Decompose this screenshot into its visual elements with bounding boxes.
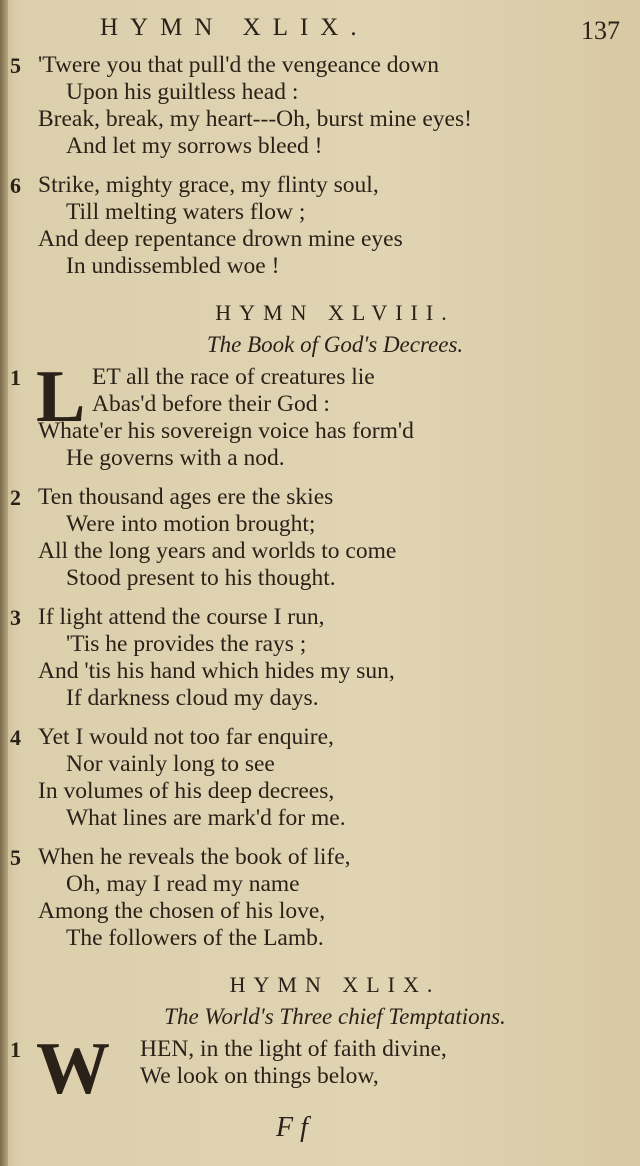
page-number: 137 <box>581 16 620 45</box>
hymn-subtitle: The World's Three chief Temptations. <box>164 1004 506 1029</box>
page-content <box>0 52 640 1110</box>
stanza <box>0 604 640 712</box>
drop-cap: W <box>36 1028 110 1110</box>
verse-line: And 'tis his hand which hides my sun, <box>38 658 395 684</box>
stanza-number: 2 <box>10 485 21 510</box>
drop-cap: L <box>36 356 86 438</box>
verse-line: Strike, mighty grace, my flinty soul, <box>38 172 379 198</box>
stanza-number: 1 <box>10 1037 21 1062</box>
verse-line: In undissembled woe ! <box>66 253 280 279</box>
stanza <box>0 1028 640 1110</box>
verse-line: And let my sorrows bleed ! <box>66 133 323 159</box>
verse-line: ET all the race of creatures lie <box>92 364 375 390</box>
hymn-heading: HYMN XLIX. <box>229 972 441 997</box>
stanza <box>0 356 640 472</box>
verse-line: Break, break, my heart---Oh, burst mine eyes! <box>38 106 472 132</box>
stanza-number: 5 <box>10 845 21 870</box>
verse-line: Abas'd before their God : <box>92 391 330 417</box>
stanza <box>0 172 640 280</box>
stanza-number: 6 <box>10 173 21 198</box>
verse-line: The followers of the Lamb. <box>66 925 324 951</box>
verse-line: He governs with a nod. <box>66 445 285 471</box>
verse-line: Upon his guiltless head : <box>66 79 299 105</box>
hymn-subtitle: The Book of God's Decrees. <box>206 332 464 357</box>
verse-line: Ten thousand ages ere the skies <box>38 484 334 510</box>
stanza <box>0 52 640 160</box>
verse-line: Stood present to his thought. <box>66 565 336 591</box>
verse-line: All the long years and worlds to come <box>38 538 397 564</box>
verse-line: Among the chosen of his love, <box>38 898 326 924</box>
verse-line: 'Twere you that pull'd the vengeance down <box>38 52 439 78</box>
verse-line: If darkness cloud my days. <box>66 685 319 711</box>
running-head <box>100 14 620 48</box>
stanza <box>0 484 640 592</box>
verse-line: If light attend the course I run, <box>38 604 325 630</box>
verse-line: Yet I would not too far enquire, <box>38 724 334 750</box>
stanza-number: 1 <box>10 365 21 390</box>
stanza <box>0 844 640 952</box>
running-title: HYMN XLIX. <box>100 14 369 41</box>
verse-line: Were into motion brought; <box>66 511 316 537</box>
verse-line: What lines are mark'd for me. <box>66 805 346 831</box>
stanza <box>0 724 640 832</box>
verse-line: HEN, in the light of faith divine, <box>140 1036 447 1062</box>
verse-line: 'Tis he provides the rays ; <box>66 631 307 657</box>
hymn-heading: HYMN XLVIII. <box>215 300 455 325</box>
verse-line: We look on things below, <box>140 1063 379 1089</box>
stanza-number: 3 <box>10 605 21 630</box>
stanza-number: 5 <box>10 53 21 78</box>
verse-line: In volumes of his deep decrees, <box>38 778 335 804</box>
verse-line: Oh, may I read my name <box>66 871 300 897</box>
verse-line: When he reveals the book of life, <box>38 844 351 870</box>
verse-line: Till melting waters flow ; <box>66 199 306 225</box>
stanza-number: 4 <box>10 725 21 750</box>
verse-line: Nor vainly long to see <box>66 751 275 777</box>
signature-mark: F f <box>276 1112 308 1143</box>
verse-line: Whate'er his sovereign voice has form'd <box>38 418 414 444</box>
verse-line: And deep repentance drown mine eyes <box>38 226 403 252</box>
